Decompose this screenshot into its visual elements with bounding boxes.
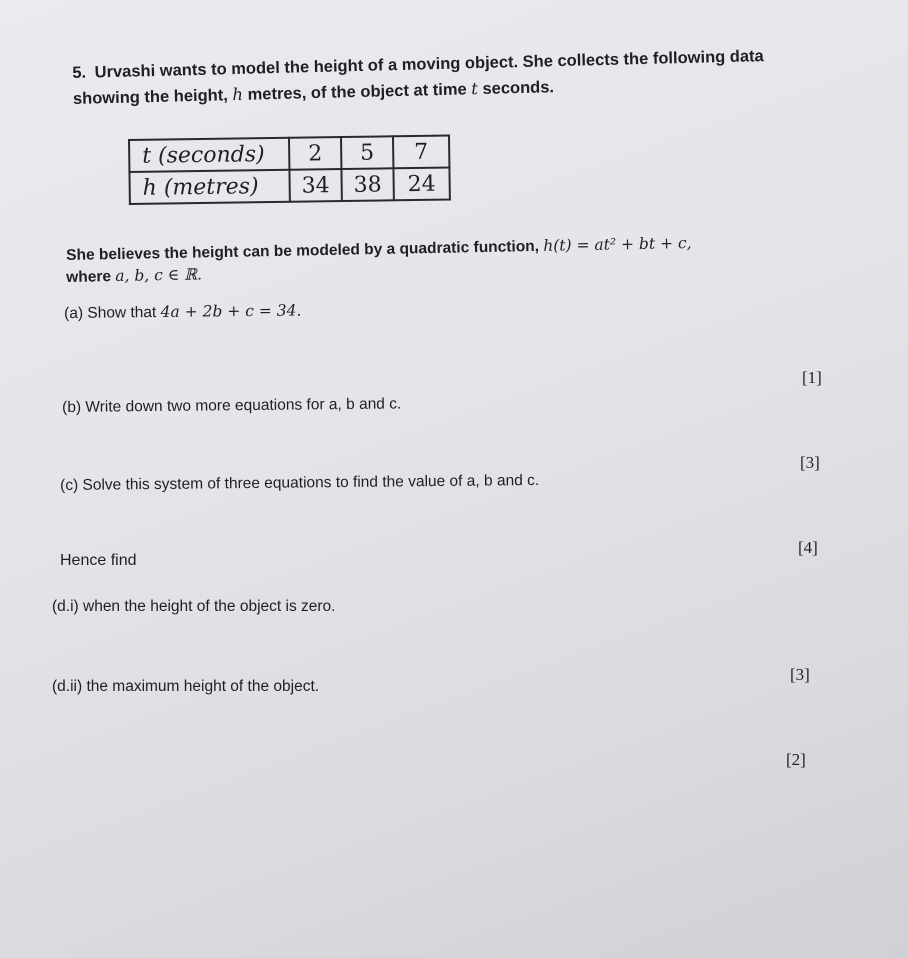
marks-part-d-ii: [2]	[786, 750, 806, 769]
marks-part-b: [3]	[800, 453, 820, 472]
variable-t: t	[471, 79, 479, 99]
table-cell: 24	[393, 168, 449, 201]
part-d-i: (d.i) when the height of the object is zero.	[52, 598, 336, 615]
marks-part-c: [4]	[798, 538, 818, 557]
table-cell: 34	[289, 169, 341, 202]
model-formula: h(t) = at² + bt + c,	[543, 233, 692, 255]
coefficient-domain: a, b, c ∈ ℝ.	[115, 265, 203, 286]
row-header-height: h (metres)	[129, 170, 289, 204]
model-statement-line-1: She believes the height can be modeled by a quadratic function, h(t) = at² + bt + c,	[66, 233, 692, 264]
table-cell: 2	[289, 137, 341, 170]
part-b: (b) Write down two more equations for a, b and c.	[62, 395, 402, 416]
part-c: (c) Solve this system of three equations to find the value of a, b and c.	[60, 471, 540, 494]
data-table	[128, 135, 451, 205]
question-number: 5.	[72, 63, 87, 82]
marks-part-a: [1]	[802, 368, 822, 387]
table-cell: 5	[341, 136, 393, 169]
table-cell: 38	[341, 168, 393, 201]
intro-line-1: Urvashi wants to model the height of a moving object. She collects the following data	[94, 47, 764, 82]
table-row-time	[129, 136, 449, 172]
model-statement-line-2: where a, b, c ∈ ℝ.	[66, 265, 203, 286]
table-row-height	[129, 168, 449, 204]
part-a: (a) Show that 4a + 2b + c = 34.	[64, 301, 302, 322]
question-intro	[72, 42, 813, 112]
part-a-equation: 4a + 2b + c = 34.	[160, 301, 302, 321]
intro-line-2: showing the height, h metres, of the object at time t seconds.	[72, 78, 555, 108]
variable-h: h	[232, 84, 244, 105]
row-header-time: t (seconds)	[129, 138, 289, 172]
marks-part-d-i: [3]	[790, 665, 810, 684]
hence-find: Hence find	[60, 552, 137, 569]
table-cell: 7	[393, 136, 449, 169]
part-d-ii: (d.ii) the maximum height of the object.	[52, 678, 320, 695]
